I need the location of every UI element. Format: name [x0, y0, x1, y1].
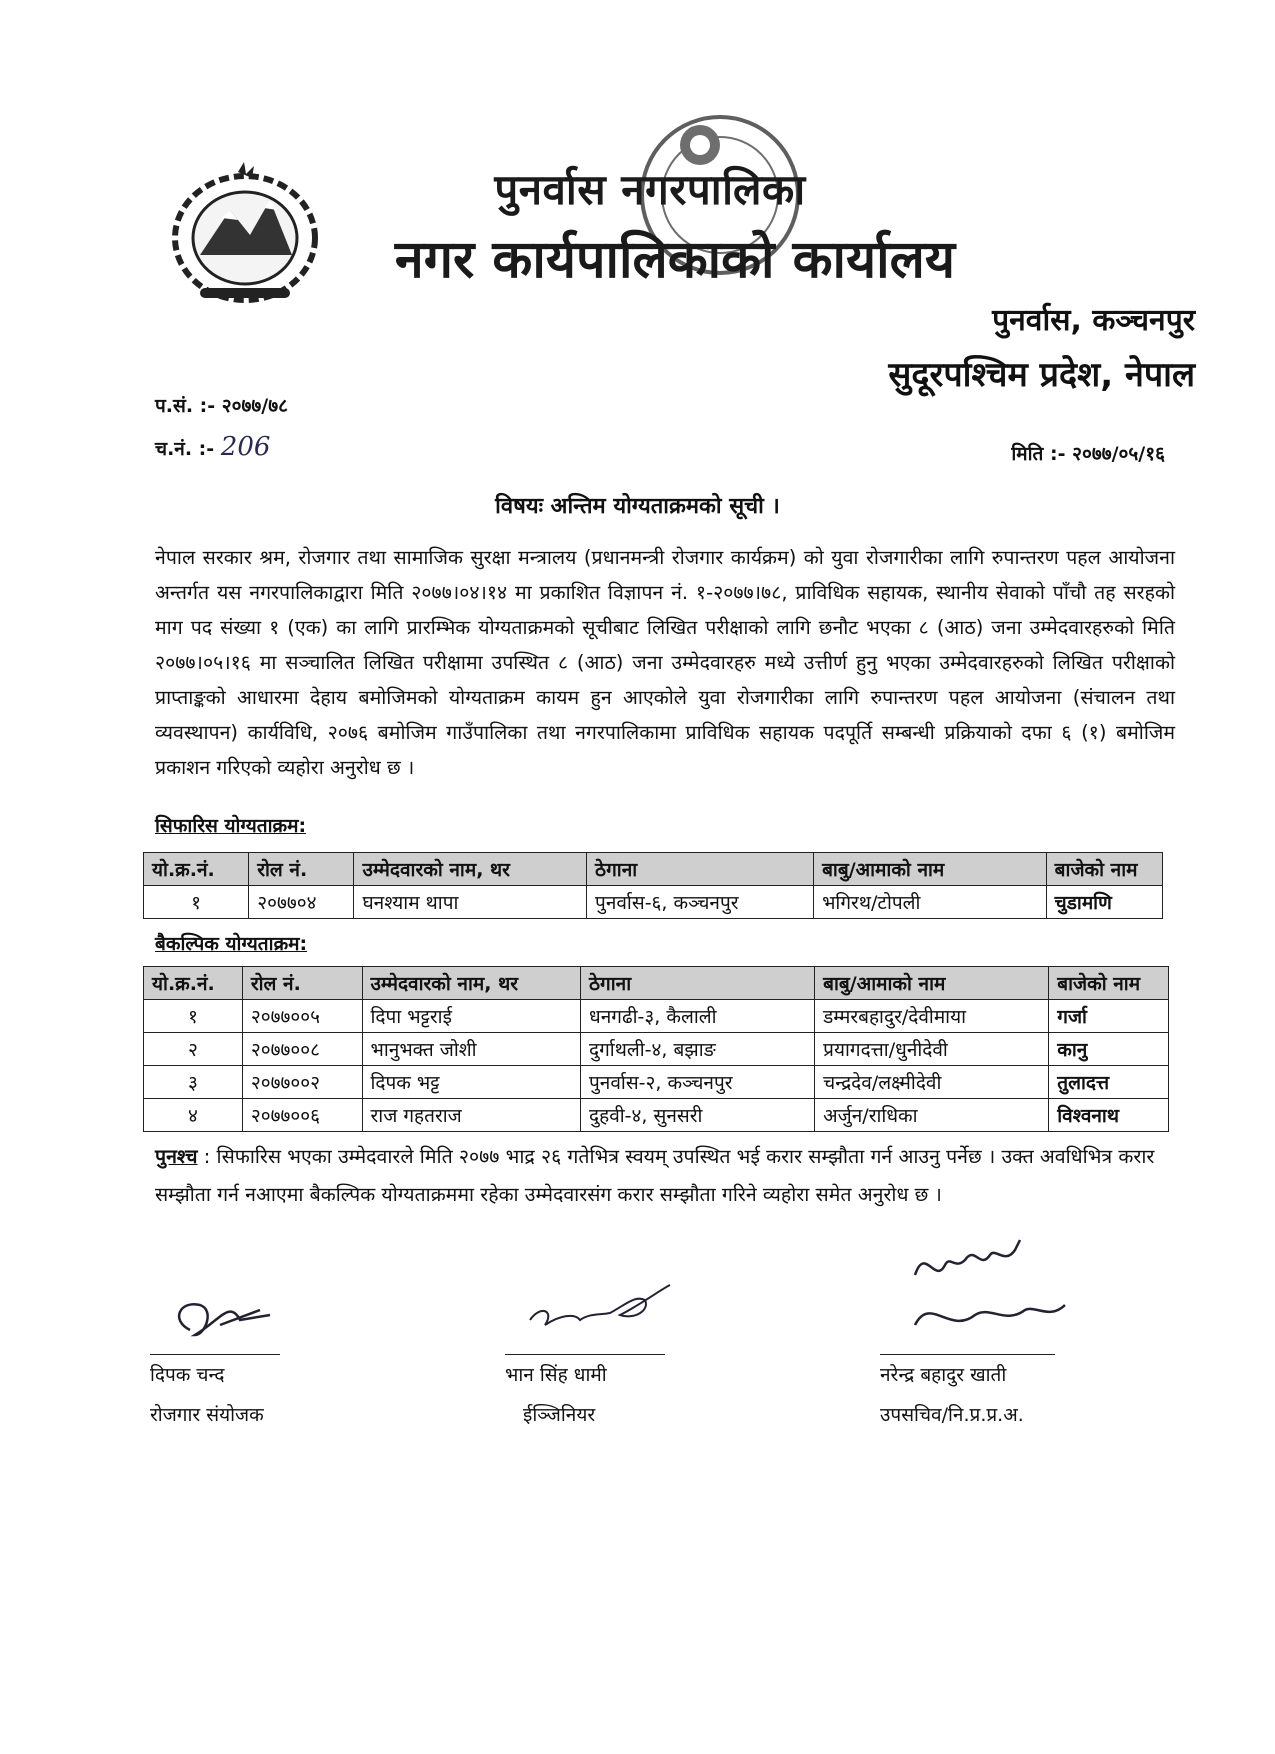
table-cell: दुहवी-४, सुनसरी: [581, 1099, 815, 1132]
table-cell: १: [144, 886, 249, 919]
signature-line: [505, 1354, 665, 1355]
header-cell: बाबु/आमाको नाम: [815, 967, 1049, 1000]
letter-date: मिति :- २०७७/०५/१६: [1011, 443, 1165, 465]
table-cell: भानुभक्त जोशी: [362, 1033, 581, 1066]
nepal-emblem-icon: [160, 160, 330, 310]
table-header-row: [144, 967, 1169, 1000]
alternate-list-title: बैकल्पिक योग्यताक्रम:: [155, 933, 308, 955]
table-cell: धनगढी-३, कैलाली: [581, 1000, 815, 1033]
table-cell: ४: [144, 1099, 243, 1132]
table-cell: डम्मरबहादुर/देवीमाया: [815, 1000, 1049, 1033]
header-cell: ठेगाना: [581, 967, 815, 1000]
header-cell: ठेगाना: [587, 853, 814, 886]
table-cell: पुनर्वास-२, कञ्चनपुर: [581, 1066, 815, 1099]
alternate-table: [143, 966, 1169, 1132]
table-cell: २०७७००८: [242, 1033, 362, 1066]
recommended-table: [143, 852, 1163, 919]
table-row: [144, 1033, 1169, 1066]
dispatch-number: [155, 432, 270, 462]
table-row: [144, 1066, 1169, 1099]
table-cell: पुनर्वास-६, कञ्चनपुर: [587, 886, 814, 919]
signature-line: [150, 1354, 280, 1355]
table-cell: २०७७००६: [242, 1099, 362, 1132]
table-row: [144, 1099, 1169, 1132]
table-cell: अर्जुन/राधिका: [815, 1099, 1049, 1132]
signature-line: [880, 1354, 1055, 1355]
signatory-2: [505, 1354, 665, 1427]
header-cell: रोल नं.: [249, 853, 354, 886]
signatory-name: दिपक चन्द: [150, 1364, 225, 1386]
signatory-name: भान सिंह धामी: [505, 1364, 607, 1386]
table-row: [144, 1000, 1169, 1033]
office-name: नगर कार्यपालिकाको कार्यालय: [394, 230, 956, 290]
signatory-1: [150, 1354, 280, 1427]
header-cell: रोल नं.: [242, 967, 362, 1000]
header-cell: उम्मेदवारको नाम, थर: [362, 967, 581, 1000]
table-cell: चन्द्रदेव/लक्ष्मीदेवी: [815, 1066, 1049, 1099]
table-cell: भगिरथ/टोपली: [814, 886, 1047, 919]
signature-2-icon: [520, 1275, 680, 1345]
table-cell: कानु: [1049, 1033, 1169, 1066]
signatory-3: [880, 1354, 1055, 1427]
dispatch-number-label: च.नं. :-: [155, 438, 215, 460]
letter-reference-number: प.सं. :- २०७७/७८: [155, 395, 289, 417]
table-cell: २०७७०४: [249, 886, 354, 919]
address-line-2: सुदूरपश्चिम प्रदेश, नेपाल: [888, 355, 1195, 395]
header-cell: यो.क्र.नं.: [144, 853, 249, 886]
table-cell: विश्वनाथ: [1049, 1099, 1169, 1132]
table-cell: २०७७००२: [242, 1066, 362, 1099]
header-cell: यो.क्र.नं.: [144, 967, 243, 1000]
signatory-name: नरेन्द्र बहादुर खाती: [880, 1364, 1007, 1386]
header-cell: बाजेको नाम: [1049, 967, 1169, 1000]
signature-3-icon: [895, 1235, 1085, 1355]
header-cell: उम्मेदवारको नाम, थर: [354, 853, 587, 886]
table-cell: गर्जा: [1049, 1000, 1169, 1033]
header-cell: बाजेको नाम: [1046, 853, 1162, 886]
header-cell: बाबु/आमाको नाम: [814, 853, 1047, 886]
table-cell: २०७७००५: [242, 1000, 362, 1033]
postscript-text: : सिफारिस भएका उम्मेदवारले मिति २०७७ भाद्र २६ गतेभित्र स्वयम् उपस्थित भई करार सम्झौता गर्न आउनु पर्नेछ । उक्त अवधिभित्र करार सम्झौता गर्न नआएमा बैकल्पिक योग्यताक्रममा रहेका उम्मेदवारसंग करार सम्झौता गरिने व्यहोरा समेत अनुरोध छ ।: [155, 1145, 1155, 1206]
table-cell: घनश्याम थापा: [354, 886, 587, 919]
signatory-role: ईञ्जिनियर: [523, 1404, 596, 1426]
table-cell: प्रयागदत्ता/धुनीदेवी: [815, 1033, 1049, 1066]
postscript-notice: [155, 1138, 1175, 1214]
signatory-role: उपसचिव/नि.प्र.प्र.अ.: [880, 1404, 1024, 1426]
table-row: [144, 886, 1163, 919]
table-cell: राज गहतराज: [362, 1099, 581, 1132]
table-cell: दिपक भट्ट: [362, 1066, 581, 1099]
dispatch-number-value: 206: [220, 432, 271, 462]
table-cell: चुडामणि: [1046, 886, 1162, 919]
table-cell: तुलादत्त: [1049, 1066, 1169, 1099]
postscript-label: पुनश्च: [155, 1145, 198, 1168]
table-cell: १: [144, 1000, 243, 1033]
signature-1-icon: [160, 1290, 290, 1350]
table-cell: दुर्गाथली-४, बझाङ: [581, 1033, 815, 1066]
letter-subject: विषयः अन्तिम योग्यताक्रमको सूची ।: [495, 494, 780, 519]
municipality-name: पुनर्वास नगरपालिका: [494, 165, 806, 214]
recommended-list-title: सिफारिस योग्यताक्रम:: [155, 815, 307, 837]
table-cell: २: [144, 1033, 243, 1066]
table-cell: दिपा भट्टराई: [362, 1000, 581, 1033]
table-header-row: [144, 853, 1163, 886]
address-line-1: पुनर्वास, कञ्चनपुर: [992, 303, 1195, 338]
letter-body: नेपाल सरकार श्रम, रोजगार तथा सामाजिक सुरक्षा मन्त्रालय (प्रधानमन्त्री रोजगार कार्यक्रम) को युवा रोजगारीका लागि रुपान्तरण पहल आयोजना अन्तर्गत यस नगरपालिकाद्वारा मिति २०७७।०४।१४ मा प्रकाशित विज्ञापन नं. १-२०७७।७८, प्राविधिक सहायक, स्थानीय सेवाको पाँचौ तह सरहको माग पद संख्या १ (एक) का लागि प्रारम्भिक योग्यताक्रमको सूचीबाट लिखित परीक्षाको लागि छनौट भएका ८ (आठ) जना उम्मेदवारहरुको मिति २०७७।०५।१६ मा सञ्चालित लिखित परीक्षामा उपस्थित ८ (आठ) जना उम्मेदवारहरु मध्ये उत्तीर्ण हुनु भएका उम्मेदवारहरुको लिखित परीक्षाको प्राप्ताङ्कको आधारमा देहाय बमोजिमको योग्यताक्रम कायम हुन आएकोले युवा रोजगारीका लागि रुपान्तरण पहल आयोजना (संचालन तथा व्यवस्थापन) कार्यविधि, २०७६ बमोजिम गाउँपालिका तथा नगरपालिकामा प्राविधिक सहायक पदपूर्ति सम्बन्धी प्रक्रियाको दफा ६ (१) बमोजिम प्रकाशन गरिएको व्यहोरा अनुरोध छ ।: [155, 546, 1175, 779]
table-cell: ३: [144, 1066, 243, 1099]
signatory-role: रोजगार संयोजक: [150, 1404, 264, 1426]
